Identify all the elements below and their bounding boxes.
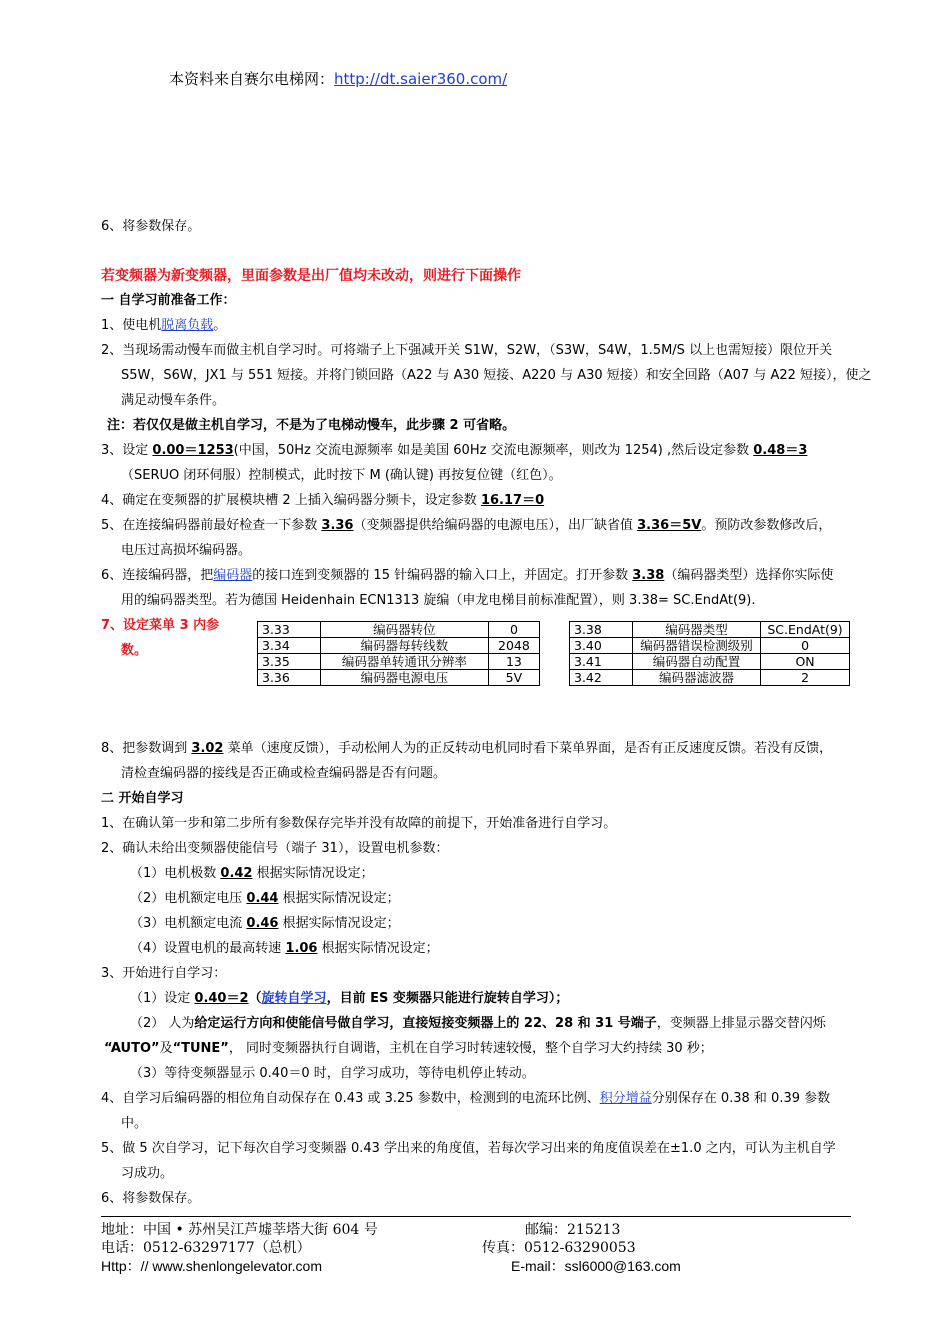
param-code: 3.41 xyxy=(570,654,633,670)
text: ， 同时变频器执行自调谐，主机在自学习时转速较慢，整个自学习大约持续 30 秒； xyxy=(228,1041,713,1056)
left-row xyxy=(258,670,540,686)
text: （1）设定 xyxy=(130,991,195,1006)
step-1-3-cont: （SERUO 闭环伺服）控制模式，此时按下 M (确认键) 再按复位键（红色）。 xyxy=(121,468,562,483)
text: (中国，50Hz 交流电源频率 如是美国 60Hz 交流电源频率，则改为 1254) ,然后设定参数 xyxy=(233,443,754,458)
param: 0.44 xyxy=(246,891,279,906)
step-2-3-2-cont xyxy=(104,1040,713,1058)
param: 0.00＝1253 xyxy=(152,443,234,458)
page-header xyxy=(169,68,507,89)
link-integral-gain[interactable]: 积分增益 xyxy=(599,1091,652,1106)
note: 注：若仅仅是做主机自学习，不是为了电梯动慢车，此步骤 2 可省略。 xyxy=(107,418,516,433)
step-1-1 xyxy=(101,317,226,335)
param: 3.36＝5V xyxy=(637,518,702,533)
text: 4、自学习后编码器的相位角自动保存在 0.43 或 3.25 参数中，检测到的电流环比例、 xyxy=(101,1091,600,1106)
text: （变频器提供给编码器的电源电压），出厂缺省值 xyxy=(353,518,638,533)
param: 16.17＝0 xyxy=(480,493,545,508)
step-1-5 xyxy=(101,517,831,535)
text: 根据实际情况设定； xyxy=(317,941,439,956)
param-value: 0 xyxy=(488,622,539,638)
text: （3）电机额定电流 xyxy=(130,916,247,931)
step-1-3 xyxy=(101,442,807,460)
left-row xyxy=(258,638,540,654)
step-1-7-cont: 数。 xyxy=(121,643,148,658)
param-code: 3.35 xyxy=(258,654,321,670)
text: 给定运行方向和使能信号做自学习，直接短接变频器上的 22、28 和 31 号端子 xyxy=(194,1016,657,1031)
param: 3.02 xyxy=(191,741,224,756)
param-code: 3.38 xyxy=(570,622,633,638)
step-2-2-1 xyxy=(130,865,374,883)
param: 0.48＝3 xyxy=(753,443,808,458)
right-row xyxy=(570,622,850,638)
param: 3.38 xyxy=(632,568,665,583)
param-name: 编码器转位 xyxy=(321,622,489,638)
text: （1）电机极数 xyxy=(130,866,221,881)
text: （4）设置电机的最高转速 xyxy=(130,941,286,956)
link-encoder[interactable]: 编码器 xyxy=(213,568,253,583)
text: （2） 人为 xyxy=(130,1016,195,1031)
text: 根据实际情况设定； xyxy=(278,891,400,906)
step-2-2-3 xyxy=(130,915,400,933)
param-value: ON xyxy=(761,654,850,670)
param-name: 编码器类型 xyxy=(633,622,761,638)
text: “TUNE” xyxy=(172,1041,229,1056)
pre-step: 6、将参数保存。 xyxy=(101,219,201,234)
footer-address: 地址：中国 • 苏州吴江芦墟莘塔大街 604 号 xyxy=(101,1222,378,1238)
text: 分别保存在 0.38 和 0.39 参数 xyxy=(651,1091,831,1106)
step-2-4 xyxy=(101,1090,830,1108)
text: （2）电机额定电压 xyxy=(130,891,247,906)
footer-http[interactable]: Http：// www.shenlongelevator.com xyxy=(101,1258,322,1274)
param-value: 2048 xyxy=(488,638,539,654)
step-2-6: 6、将参数保存。 xyxy=(101,1191,201,1206)
param: 0.40＝2 xyxy=(194,991,249,1006)
text: 根据实际情况设定； xyxy=(278,916,400,931)
step-2-2-4 xyxy=(130,940,439,958)
text: 及 xyxy=(159,1041,173,1056)
section-title: 若变频器为新变频器，里面参数是出厂值均未改动，则进行下面操作 xyxy=(101,268,521,284)
step-2-2-2 xyxy=(130,890,400,908)
param-code: 3.36 xyxy=(258,670,321,686)
param: 1.06 xyxy=(285,941,318,956)
param-name: 编码器电源电压 xyxy=(321,670,489,686)
footer-zip: 邮编：215213 xyxy=(525,1222,621,1238)
text: 根据实际情况设定； xyxy=(252,866,374,881)
step-1-4 xyxy=(101,492,544,510)
text: 3、设定 xyxy=(101,443,153,458)
step-2-1: 1、在确认第一步和第二步所有参数保存完毕并没有故障的前提下，开始准备进行自学习。 xyxy=(101,816,617,831)
param-value: 13 xyxy=(488,654,539,670)
text: 5、在连接编码器前最好检查一下参数 xyxy=(101,518,322,533)
param-name: 编码器自动配置 xyxy=(633,654,761,670)
step-1-7: 7、设定菜单 3 内参 xyxy=(101,618,220,633)
right-row xyxy=(570,654,850,670)
param-value: 5V xyxy=(488,670,539,686)
step-1-2-cont2: 满足动慢车条件。 xyxy=(121,393,226,408)
param-value: 2 xyxy=(761,670,850,686)
step-2-5: 5、做 5 次自学习，记下每次自学习变频器 0.43 学出来的角度值，若每次学习出来的角度值误差在±1.0 之内，可认为主机自学 xyxy=(101,1141,836,1156)
left-row xyxy=(258,622,540,638)
param-code: 3.42 xyxy=(570,670,633,686)
text: ，变频器上排显示器交替闪烁 xyxy=(656,1016,826,1031)
section-2-heading: 二 开始自学习 xyxy=(101,791,184,806)
step-1-2-cont: S5W，S6W，JX1 与 551 短接。并将门锁回路（A22 与 A30 短接、A220 与 A30 短接）和安全回路（A07 与 A22 短接），使之 xyxy=(121,368,872,383)
param-name: 编码器每转线数 xyxy=(321,638,489,654)
step-1-6 xyxy=(101,567,833,585)
text: 4、确定在变频器的扩展模块槽 2 上插入编码器分频卡，设定参数 xyxy=(101,493,481,508)
link-unload[interactable]: 脱离负载 xyxy=(161,318,214,333)
footer-email[interactable]: E-mail：ssl6000@163.com xyxy=(511,1258,681,1274)
step-2-3-1 xyxy=(130,990,568,1008)
text: 菜单（速度反馈），手动松闸人为的正反转动电机同时看下菜单界面，是否有正反速度反馈。若没有反馈， xyxy=(223,741,833,756)
text: 。预防改参数修改后， xyxy=(701,518,832,533)
text: 。 xyxy=(213,318,227,333)
step-1-8 xyxy=(101,740,832,758)
param-name: 编码器单转通讯分辨率 xyxy=(321,654,489,670)
param-code: 3.40 xyxy=(570,638,633,654)
right-row xyxy=(570,638,850,654)
text: （ xyxy=(248,991,262,1006)
param-table-left xyxy=(257,621,540,686)
step-1-6-cont: 用的编码器类型。若为德国 Heidenhain ECN1313 旋编（申龙电梯目前标准配置），则 3.38= SC.EndAt(9). xyxy=(121,593,756,608)
param-name: 编码器错误检测级别 xyxy=(633,638,761,654)
text: “AUTO” xyxy=(104,1041,160,1056)
step-2-5-cont: 习成功。 xyxy=(121,1166,174,1181)
param: 0.42 xyxy=(220,866,253,881)
step-1-2: 2、当现场需动慢车而做主机自学习时。可将端子上下强减开关 S1W，S2W，（S3W，S4W，1.5M/S 以上也需短接）限位开关 xyxy=(101,343,833,358)
text: （编码器类型）选择你实际使 xyxy=(664,568,834,583)
step-2-3-2 xyxy=(130,1015,826,1033)
param-value: 0 xyxy=(761,638,850,654)
step-2-2: 2、确认未给出变频器使能信号（端子 31），设置电机参数： xyxy=(101,841,449,856)
step-2-4-cont: 中。 xyxy=(121,1116,148,1131)
step-1-5-cont: 电压过高损坏编码器。 xyxy=(121,543,252,558)
right-row xyxy=(570,670,850,686)
param-value: SC.EndAt(9) xyxy=(761,622,850,638)
param-code: 3.33 xyxy=(258,622,321,638)
step-2-3-3: （3）等待变频器显示 0.40＝0 时，自学习成功，等待电机停止转动。 xyxy=(130,1066,535,1081)
header-text: 本资料来自赛尔电梯网： xyxy=(169,70,335,88)
text: ，目前 ES 变频器只能进行旋转自学习）； xyxy=(326,991,569,1006)
header-link[interactable]: http://dt.saier360.com/ xyxy=(334,70,508,88)
param: 0.46 xyxy=(246,916,279,931)
footer-divider xyxy=(101,1216,851,1217)
step-1-8-cont: 清检查编码器的接线是否正确或检查编码器是否有问题。 xyxy=(121,766,447,781)
footer-fax: 传真：0512-63290053 xyxy=(482,1240,636,1256)
left-row xyxy=(258,654,540,670)
footer-tel: 电话：0512-63297177（总机） xyxy=(101,1240,311,1256)
text: 的接口连到变频器的 15 针编码器的输入口上，并固定。打开参数 xyxy=(252,568,633,583)
link-rotary-autotune[interactable]: 旋转自学习 xyxy=(261,991,327,1006)
param-code: 3.34 xyxy=(258,638,321,654)
text: 1、使电机 xyxy=(101,318,162,333)
section-1-heading: 一 自学习前准备工作： xyxy=(101,293,236,308)
text: 8、把参数调到 xyxy=(101,741,192,756)
param: 3.36 xyxy=(321,518,354,533)
param-table-right xyxy=(569,621,850,686)
text: 6、连接编码器，把 xyxy=(101,568,214,583)
param-name: 编码器滤波器 xyxy=(633,670,761,686)
step-2-3: 3、开始进行自学习： xyxy=(101,966,227,981)
